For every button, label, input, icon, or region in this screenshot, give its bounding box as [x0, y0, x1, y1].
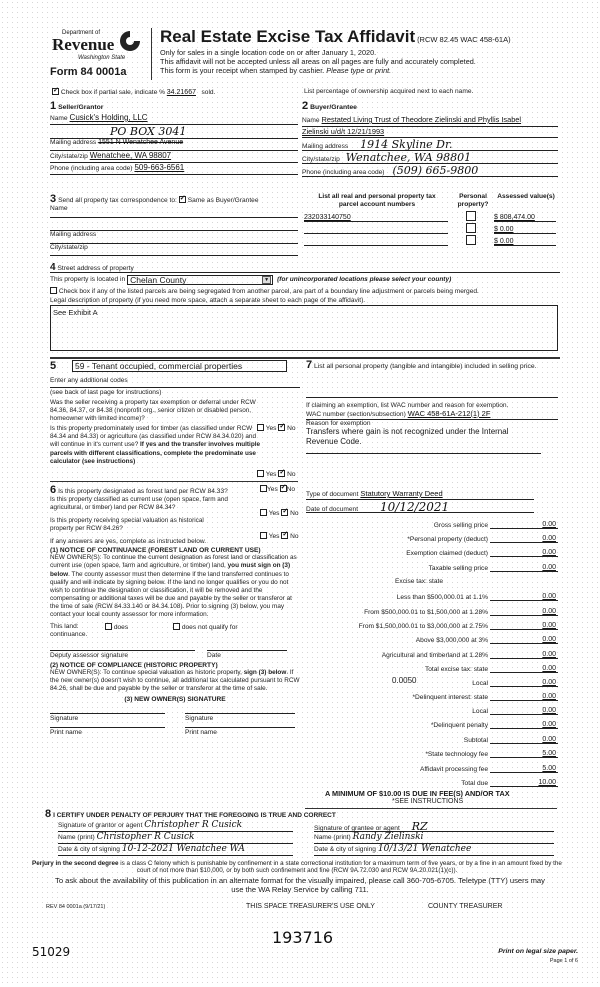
- parcel-row: [304, 234, 560, 246]
- buyer-heading: 2 Buyer/Grantee: [302, 100, 357, 112]
- document-type: Statutory Warranty Deed: [360, 489, 443, 498]
- seller-heading: 1 Seller/Grantor: [50, 100, 104, 112]
- excise-state-heading: Excise tax: state: [395, 578, 444, 585]
- tax-row-gross[interactable]: Gross selling price 0.00: [433, 521, 556, 529]
- revision-label: REV 84 0001a (9/17/21): [46, 904, 106, 910]
- form-number: Form 84 0001a: [50, 66, 127, 78]
- deputy-signature-field[interactable]: Deputy assessor signature: [50, 650, 195, 659]
- partial-sale-percent[interactable]: 34.21667: [166, 89, 196, 96]
- parcel-number[interactable]: 232033140750: [304, 214, 448, 222]
- treasurer-use-label: THIS SPACE TREASURER'S USE ONLY: [246, 903, 375, 910]
- q5-2-answer: Yes ✓ No: [257, 470, 296, 478]
- handwritten-number-center: 193716: [272, 928, 334, 947]
- tax-row-technology-fee[interactable]: *State technology fee 5.00: [425, 750, 556, 758]
- header-line-2: This affidavit will not be accepted unless all areas on all pages are fully and accurately completed.: [160, 57, 476, 66]
- print-legal-note: Print on legal size paper.: [498, 948, 578, 955]
- assessed-value[interactable]: $ 808,474.00: [494, 214, 556, 222]
- section-8-heading: 8 I CERTIFY UNDER PENALTY OF PERJURY THAT THE FOREGOING IS TRUE AND CORRECT: [45, 808, 336, 820]
- tax-row-total-due[interactable]: Total due 10.00: [461, 779, 556, 787]
- q6-2-answer: Yes ✓ No: [260, 509, 299, 517]
- current-use-question: Is this property classified as current use (open space, farm and agricultural, or timber) land per RCW 84.34?: [50, 496, 228, 512]
- minimum-due-notice: A MINIMUM OF $10.00 IS DUE IN FEE(S) AND/OR TAX: [325, 789, 510, 798]
- document-type-field[interactable]: Type of document Statutory Warranty Deed: [306, 489, 534, 500]
- q5-1-answer: Yes ✓ No: [257, 424, 296, 432]
- buyer-name-field[interactable]: Name Restated Living Trust of Theodore Zielinski and Phyllis Isabel: [302, 115, 558, 127]
- county-select[interactable]: Chelan County ▼: [127, 275, 273, 285]
- new-owner-print-name-2[interactable]: Print name: [185, 727, 295, 736]
- grantor-signature: Christopher R Cusick: [144, 820, 243, 830]
- sold-label: sold.: [201, 89, 216, 96]
- correspondence-section: [50, 193, 298, 256]
- notice-2-body: NEW OWNER(S): To continue special valuation as historic property, sign (3) below. If the new owner(s) doesn't wish to continue, all additional tax calculated pursuant to RCW 84.26, shall be due and payable by the seller or transferor at the time of sale.: [50, 669, 300, 693]
- seller-po-box: PO BOX 3041: [110, 125, 187, 138]
- perjury-notice: Perjury in the second degree is a class C felony which is punishable by confinement in a state correctional institution for a maximum term of five years, or by a fine in an amount fixed by the court of not more than $10,000, or by both such confinement and fine (RCW 9A.72.030 and RCW 9A.20.021(1)(c)).: [32, 860, 562, 874]
- col-parcel-numbers: List all real and personal property tax parcel account numbers: [318, 193, 436, 208]
- new-owner-signature-2[interactable]: Signature: [185, 713, 295, 722]
- exemption-question: Was the seller receiving a property tax exemption or deferral under RCW 84.36, 84.37, or 84.38 (nonprofit org., senior citizen or disabled person, homeowner with limited income)?: [50, 399, 256, 423]
- see-instructions: *SEE INSTRUCTIONS: [392, 798, 464, 805]
- header-divider: [151, 28, 152, 80]
- seller-name: Cusick's Holding, LLC: [69, 113, 148, 122]
- personal-property-checkbox[interactable]: [466, 235, 476, 245]
- partial-sale-label: Check box if partial sale, indicate %: [60, 89, 165, 96]
- seller-phone: 509-663-6561: [134, 163, 185, 172]
- exemption-reason[interactable]: Transfers where gain is not recognized under the Internal Revenue Code.: [306, 427, 541, 454]
- grantor-date-field[interactable]: Date & city of signing 10-12-2021 Wenatchee WA: [58, 844, 293, 856]
- buyer-phone: (509) 665-9800: [392, 164, 479, 177]
- seller-phone-field[interactable]: Phone (including area code) 509-663-6561: [50, 163, 298, 175]
- grantor-date-city: 10-12-2021 Wenatchee WA: [121, 844, 245, 854]
- title-text: Real Estate Excise Tax Affidavit: [160, 27, 416, 46]
- buyer-city-field[interactable]: City/state/zip Wenatchee, WA 98801: [302, 151, 558, 164]
- tax-row-tier-1[interactable]: Less than $500,000.01 at 1.1% 0.00: [396, 593, 556, 601]
- buyer-name-line-1: Restated Living Trust of Theodore Zielinski and Phyllis Isabel: [321, 115, 522, 124]
- yes-checkbox[interactable]: [260, 532, 267, 539]
- yes-checkbox[interactable]: [260, 485, 267, 492]
- grantor-signature-block: [58, 820, 293, 856]
- grantee-signature-field[interactable]: Signature of grantee or agent RZ: [314, 820, 554, 832]
- this-land-row: This land: does does not qualify for: [50, 623, 238, 632]
- dropdown-arrow-icon[interactable]: ▼: [262, 276, 271, 284]
- correspondence-heading: 3 Send all property tax correspondence to: ✓ Same as Buyer/Grantee: [50, 193, 298, 205]
- tax-row-tier-3[interactable]: From $1,500,000.01 to $3,000,000 at 2.75% 0.00: [358, 622, 556, 630]
- document-date: 10/12/2021: [380, 500, 450, 514]
- notice-1-title: (1) NOTICE OF CONTINUANCE (FOREST LAND OR CURRENT USE): [50, 547, 261, 555]
- county-row: This property is located in Chelan County ▼ (for unincorporated locations please select your county): [50, 274, 452, 285]
- tax-row-interest-state[interactable]: *Delinquent interest: state 0.00: [412, 693, 556, 701]
- parcel-number[interactable]: [304, 238, 448, 246]
- yes-checkbox[interactable]: [257, 470, 264, 477]
- grantor-name-field[interactable]: Name (print) Christopher R Cusick: [58, 832, 293, 844]
- grantee-date-field[interactable]: Date & city of signing 10/13/21 Wenatchee: [314, 844, 554, 856]
- buyer-mailing: 1914 Skyline Dr.: [360, 138, 453, 151]
- tax-row-taxable[interactable]: Taxable selling price 0.00: [428, 564, 556, 572]
- tax-row-subtotal[interactable]: Subtotal 0.00: [463, 736, 556, 744]
- dor-logo-block: [50, 26, 145, 84]
- additional-codes-note: (see back of last page for instructions): [50, 389, 162, 396]
- segregated-row: Check box if any of the listed parcels are being segregated from another parcel, are part of a boundary line adjustment or parcels being merged.: [50, 287, 560, 295]
- additional-codes-field[interactable]: Enter any additional codes: [50, 377, 300, 388]
- correspondence-mailing-field[interactable]: Mailing address: [50, 231, 298, 244]
- same-as-buyer-checkbox[interactable]: [179, 196, 186, 203]
- notice-1-body: NEW OWNER(S): To continue the current designation as forest land or classification as current use (open space, farm and agriculture, or timber) land, you must sign on (3) below. The county assessor must then determine if the land transferred continues to qualify and will indicate by signing below. If the land no longer qualifies or you do not wish to continue the designation or classification, it will be removed and the compensating or additional taxes will be due and payable by the seller or transferor at the time of sale (RCW 84.33.140 or 84.34.108). Prior to signing (3) below, you may contact your local county assessor for more information.: [50, 554, 297, 619]
- local-rate: 0.0050: [392, 676, 417, 685]
- dept-of-label: Department of: [62, 30, 101, 36]
- tax-row-interest-local[interactable]: Local 0.00: [472, 707, 556, 715]
- section-7: 7 List all personal property (tangible and intangible) included in selling price. If claiming an exemption, list WAC number and reason for exemption. WAC number (section/subsection) WAC 458-61A-212(1) 2F Reason for exemption Transfers where gain is not recognized under the Internal Revenue Code.: [306, 361, 558, 454]
- wac-number-field[interactable]: WAC number (section/subsection) WAC 458-61A-212(1) 2F: [306, 409, 558, 420]
- legal-description-box[interactable]: See Exhibit A: [50, 305, 558, 351]
- alternate-format-notice: To ask about the availability of this publication in an alternate format for the visually impaired, please call 360-705-6705. Teletype (TTY) users may use the WA Relay Service by calling 711.: [55, 876, 545, 894]
- grantee-signature-block: [314, 820, 554, 856]
- revenue-wordmark: Revenue: [52, 35, 115, 54]
- legal-description-label: Legal description of property (if you need more space, attach a separate sheet to each page of the affidavit).: [50, 297, 366, 304]
- header-instructions: [160, 48, 476, 75]
- parcel-row: [304, 209, 560, 222]
- form-title: [160, 27, 511, 47]
- section-6: 6 Is this property designated as forest land per RCW 84.33? Is this property classified as current use (open space, farm and agricultural, or timber) land per RCW 84.34? Is this property receiving special valuation as historical property per RCW 84.26? If any answers are yes, complete as instructed below. (1) NOTICE OF CONTINUANCE (FOREST LAND OR CURRENT USE) NEW OWNER(S): To continue the current designation as forest land or classification as current use (open space, farm and agriculture, or timber) land, you must sign on (3) below. The county assessor must then determine if the land transferred continues to qualify and will indicate by signing below. If the land no longer qualifies or you do not wish to continue the designation or classification, it will be removed and the compensating or additional taxes will be due and payable by the seller or transferor at the time of sale (RCW 84.33.140 or 84.34.108). Prior to signing (3) below, you may contact your local county assessor for more information. This land: does does not qualify for continuance. Deputy assessor signature Date (2) NOTICE OF COMPLIANCE (HISTORIC PROPERTY) NEW OWNER(S): To continue special valuation as historic property, sign (3) below. If the new owner(s) doesn't wish to continue, all additional tax calculated pursuant to RCW 84.26, shall be due and payable by the seller or transferor at the time of sale. (3) NEW OWNER(S) SIGNATURE Signature Signature Print name Print name: [50, 484, 300, 737]
- property-section: [50, 262, 560, 351]
- deputy-date-field[interactable]: Date: [207, 650, 287, 659]
- does-checkbox[interactable]: [105, 623, 112, 630]
- segregated-checkbox[interactable]: [50, 287, 57, 294]
- dor-logo-icon: [118, 29, 142, 53]
- tax-row-personal[interactable]: *Personal property (deduct) 0.00: [407, 535, 556, 543]
- handwritten-number-left: 51029: [32, 945, 71, 959]
- col-assessed-values: Assessed value(s): [497, 193, 555, 200]
- header-line-3: This form is your receipt when stamped by cashier. Please type or print.: [160, 66, 392, 75]
- new-owner-print-name-1[interactable]: Print name: [50, 727, 165, 736]
- correspondence-name-line-2[interactable]: [50, 218, 298, 231]
- tax-row-exemption[interactable]: Exemption claimed (deduct) 0.00: [406, 549, 556, 557]
- correspondence-city-field[interactable]: City/state/zip: [50, 244, 298, 256]
- grantor-signature-field[interactable]: Signature of grantor or agent Christopher R Cusick: [58, 820, 293, 832]
- tax-row-penalty[interactable]: *Delinquent penalty 0.00: [430, 721, 556, 729]
- buyer-city: Wenatchee, WA 98801: [345, 151, 472, 164]
- street-address-field[interactable]: 4 Street address of property: [50, 262, 560, 273]
- use-code-select[interactable]: 59 - Tenant occupied, commercial properties: [72, 360, 287, 372]
- partial-sale-row: [52, 88, 215, 96]
- grantee-name: Randy Zielinski: [352, 832, 424, 842]
- timber-question: Is this property predominately used for timber (as classified under RCW 84.34 and 84.33) or agriculture (as classified under RCW 84.34.020) and will continue in it's current use? If yes and the transfer involves multiple parcels with different classifications, complete the predominate use calculator (see instructions): [50, 425, 261, 465]
- section-5: 5 59 - Tenant occupied, commercial properties Enter any additional codes (see back of last page for instructions) Was the seller receiving a property tax exemption or deferral under RCW 84.36, 84.37, or 84.38 (nonprofit org., senior citizen or disabled person, homeowner with limited income)? Is this property predominately used for timber (as classified under RCW 84.34 and 84.33) or agriculture (as classified under RCW 84.34.020) and will continue in it's current use? If yes and the transfer involves multiple parcels with different classifications, complete the predominate use calculator (see instructions): [50, 360, 300, 466]
- historical-question: Is this property receiving special valuation as historical property per RCW 84.26?: [50, 517, 204, 533]
- divider: [305, 808, 557, 809]
- personal-property-checkbox[interactable]: [466, 211, 476, 221]
- tax-row-processing-fee[interactable]: Affidavit processing fee 5.00: [419, 765, 556, 773]
- seller-mailing-struck: 1551 N Wenatchee Avenue: [98, 139, 184, 146]
- notice-3-title: (3) NEW OWNER(S) SIGNATURE: [124, 696, 226, 704]
- no-checkbox[interactable]: [281, 509, 288, 516]
- assessed-value[interactable]: $ 0.00: [494, 226, 556, 234]
- grantee-signature: RZ: [411, 820, 428, 833]
- tax-row-tier-2[interactable]: From $500,000.01 to $1,500,000 at 1.28% 0.00: [364, 608, 556, 616]
- seller-mailing-field[interactable]: Mailing address 1551 N Wenatchee Avenue: [50, 139, 298, 151]
- personal-property-checkbox[interactable]: [466, 223, 476, 233]
- yes-instruction: If any answers are yes, complete as instructed below.: [50, 538, 207, 546]
- no-checkbox[interactable]: [278, 470, 285, 477]
- buyer-name-line-2-field[interactable]: [302, 127, 558, 138]
- no-checkbox[interactable]: [278, 424, 285, 431]
- notice-2-title: (2) NOTICE OF COMPLIANCE (HISTORIC PROPERTY): [50, 662, 218, 670]
- no-checkbox[interactable]: [280, 485, 287, 492]
- header-line-1: Only for sales in a single location code on or after January 1, 2020.: [160, 48, 377, 57]
- q6-1-answer: Yes ✓ No: [260, 485, 295, 493]
- col-personal-property: Personal property?: [457, 193, 489, 208]
- divider: [50, 481, 298, 482]
- reason-label: Reason for exemption: [306, 419, 371, 427]
- seller-city-field[interactable]: City/state/zip Wenatchee, WA 98807: [50, 151, 298, 163]
- partial-sale-checkbox[interactable]: [52, 88, 59, 95]
- seller-name-field[interactable]: Name Cusick's Holding, LLC: [50, 113, 298, 125]
- parcel-table-header: [304, 193, 560, 208]
- wac-number: WAC 458-61A-212(1) 2F: [407, 408, 491, 418]
- tax-row-total-state[interactable]: Total excise tax: state 0.00: [424, 665, 556, 673]
- washington-state-label: Washington State: [78, 55, 126, 61]
- please-type-note: Please type or print.: [326, 66, 392, 75]
- grantee-name-field[interactable]: Name (print) Randy Zielinski: [314, 832, 554, 844]
- buyer-name-line-2: Zielinski u/d/t 12/21/1993: [302, 127, 385, 136]
- correspondence-name-field[interactable]: Name: [50, 205, 298, 218]
- tax-row-local[interactable]: Local 0.00: [472, 679, 556, 687]
- grantee-date-city: 10/13/21 Wenatchee: [377, 844, 472, 854]
- continuance-label: continuance.: [50, 631, 88, 639]
- county-treasurer-label: COUNTY TREASURER: [428, 903, 503, 910]
- yes-checkbox[interactable]: [257, 424, 264, 431]
- ownership-note: List percentage of ownership acquired next to each name.: [304, 88, 474, 95]
- divider: [50, 357, 560, 359]
- buyer-section: [302, 100, 558, 177]
- exemption-instruction: If claiming an exemption, list WAC number and reason for exemption.: [306, 401, 509, 409]
- new-owner-signature-1[interactable]: Signature: [50, 713, 165, 722]
- document-date-field[interactable]: Date of document 10/12/2021: [306, 500, 534, 513]
- personal-property-field[interactable]: [306, 372, 558, 398]
- grantor-name: Christopher R Cusick: [96, 832, 195, 842]
- parcel-row: [304, 222, 560, 234]
- does-not-qualify-checkbox[interactable]: [173, 623, 180, 630]
- county-note: (for unincorporated locations please select your county): [277, 276, 452, 283]
- seller-city: Wenatchee, WA 98807: [89, 151, 172, 160]
- q6-3-answer: Yes ✓ No: [260, 532, 299, 540]
- page-number: Page 1 of 6: [549, 958, 578, 964]
- tax-row-tier-4[interactable]: Above $3,000,000 at 3% 0.00: [415, 636, 556, 644]
- seller-address-line-2[interactable]: [50, 125, 298, 139]
- title-citation: (RCW 82.45 WAC 458-61A): [417, 35, 511, 44]
- buyer-mailing-field[interactable]: Mailing address 1914 Skyline Dr.: [302, 138, 558, 151]
- seller-section: [50, 100, 298, 175]
- document-info: [306, 489, 558, 513]
- parcel-number[interactable]: [304, 226, 448, 234]
- no-checkbox[interactable]: [281, 532, 288, 539]
- buyer-phone-field[interactable]: Phone (including area code) (509) 665-9800: [302, 164, 558, 177]
- assessed-value[interactable]: $ 0.00: [494, 238, 556, 246]
- tax-row-agricultural[interactable]: Agricultural and timberland at 1.28% 0.00: [381, 651, 556, 659]
- yes-checkbox[interactable]: [260, 509, 267, 516]
- parcel-table: [304, 193, 560, 246]
